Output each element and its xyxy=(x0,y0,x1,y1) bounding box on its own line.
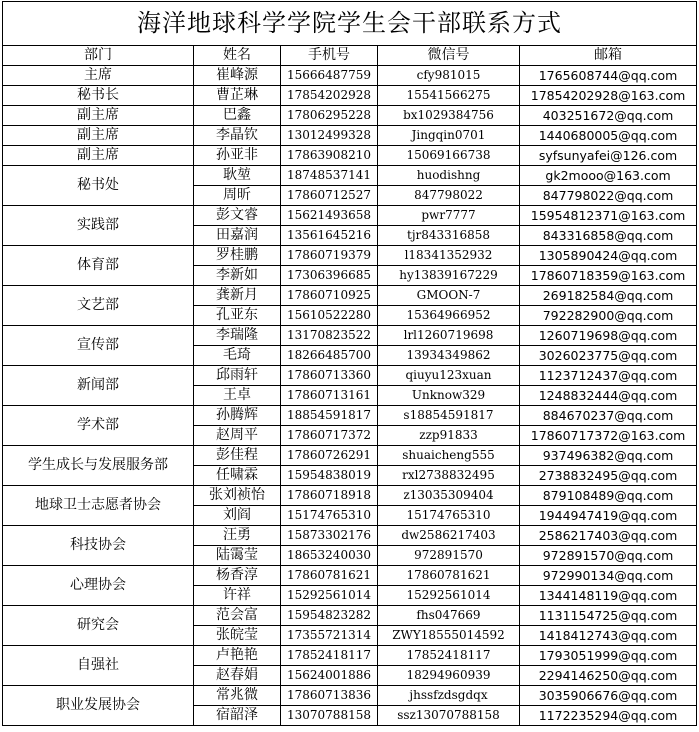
name-cell: 宿韶泽 xyxy=(194,706,281,726)
name-cell: 孔亚东 xyxy=(194,306,281,326)
email-cell: 2586217403@qq.com xyxy=(520,526,697,546)
table-row xyxy=(3,326,697,346)
name-cell: 许祥 xyxy=(194,586,281,606)
email-cell: 3035906676@qq.com xyxy=(520,686,697,706)
email-cell: 1248832444@qq.com xyxy=(520,386,697,406)
wechat-cell: cfy981015 xyxy=(378,66,520,86)
wechat-cell: lrl1260719698 xyxy=(378,326,520,346)
dept-cell: 秘书长 xyxy=(3,86,194,106)
name-cell: 李瑞隆 xyxy=(194,326,281,346)
name-cell: 赵春娟 xyxy=(194,666,281,686)
wechat-cell: fhs047669 xyxy=(378,606,520,626)
wechat-cell: 15541566275 xyxy=(378,86,520,106)
header-name: 姓名 xyxy=(194,46,281,66)
phone-cell: 17860726291 xyxy=(281,446,378,466)
name-cell: 周昕 xyxy=(194,186,281,206)
phone-cell: 13070788158 xyxy=(281,706,378,726)
email-cell: 1131154725@qq.com xyxy=(520,606,697,626)
wechat-cell: 15364966952 xyxy=(378,306,520,326)
name-cell: 王卓 xyxy=(194,386,281,406)
wechat-cell: 17860781621 xyxy=(378,566,520,586)
header-dept: 部门 xyxy=(3,46,194,66)
email-cell: 972990134@qq.com xyxy=(520,566,697,586)
email-cell: 1944947419@qq.com xyxy=(520,506,697,526)
name-cell: 赵周平 xyxy=(194,426,281,446)
header-wechat: 微信号 xyxy=(378,46,520,66)
name-cell: 任啸霖 xyxy=(194,466,281,486)
email-cell: 884670237@qq.com xyxy=(520,406,697,426)
wechat-cell: huodishng xyxy=(378,166,520,186)
name-cell: 孙亚非 xyxy=(194,146,281,166)
email-cell: 17854202928@163.com xyxy=(520,86,697,106)
wechat-cell: dw2586217403 xyxy=(378,526,520,546)
wechat-cell: 847798022 xyxy=(378,186,520,206)
phone-cell: 13561645216 xyxy=(281,226,378,246)
email-cell: 1123712437@qq.com xyxy=(520,366,697,386)
wechat-cell: 15069166738 xyxy=(378,146,520,166)
phone-cell: 17860713360 xyxy=(281,366,378,386)
name-cell: 龚新月 xyxy=(194,286,281,306)
phone-cell: 18266485700 xyxy=(281,346,378,366)
dept-cell: 副主席 xyxy=(3,126,194,146)
phone-cell: 15292561014 xyxy=(281,586,378,606)
table-row xyxy=(3,446,697,466)
dept-cell: 副主席 xyxy=(3,106,194,126)
wechat-cell: 15174765310 xyxy=(378,506,520,526)
phone-cell: 15610522280 xyxy=(281,306,378,326)
table-row xyxy=(3,406,697,426)
phone-cell: 13170823522 xyxy=(281,326,378,346)
table-body xyxy=(3,66,697,726)
phone-cell: 17860710925 xyxy=(281,286,378,306)
table-row xyxy=(3,566,697,586)
wechat-cell: jhssfzdsgdqx xyxy=(378,686,520,706)
email-cell: 1793051999@qq.com xyxy=(520,646,697,666)
table-row xyxy=(3,66,697,86)
wechat-cell: bx1029384756 xyxy=(378,106,520,126)
wechat-cell: shuaicheng555 xyxy=(378,446,520,466)
name-cell: 罗桂鹏 xyxy=(194,246,281,266)
name-cell: 汪勇 xyxy=(194,526,281,546)
phone-cell: 15954823282 xyxy=(281,606,378,626)
dept-cell: 新闻部 xyxy=(3,366,194,406)
wechat-cell: 17852418117 xyxy=(378,646,520,666)
name-cell: 张刘祯怡 xyxy=(194,486,281,506)
email-cell: 937496382@qq.com xyxy=(520,446,697,466)
email-cell: 1418412743@qq.com xyxy=(520,626,697,646)
title-row xyxy=(3,2,697,46)
name-cell: 彭佳程 xyxy=(194,446,281,466)
phone-cell: 15954838019 xyxy=(281,466,378,486)
email-cell: 1344148119@qq.com xyxy=(520,586,697,606)
wechat-cell: zzp91833 xyxy=(378,426,520,446)
phone-cell: 17860712527 xyxy=(281,186,378,206)
phone-cell: 15873302176 xyxy=(281,526,378,546)
wechat-cell: l18341352932 xyxy=(378,246,520,266)
phone-cell: 17852418117 xyxy=(281,646,378,666)
dept-cell: 心理协会 xyxy=(3,566,194,606)
email-cell: 972891570@qq.com xyxy=(520,546,697,566)
name-cell: 范会富 xyxy=(194,606,281,626)
table-row xyxy=(3,246,697,266)
wechat-cell: Unknow329 xyxy=(378,386,520,406)
table-row xyxy=(3,106,697,126)
name-cell: 常兆微 xyxy=(194,686,281,706)
name-cell: 张皖莹 xyxy=(194,626,281,646)
name-cell: 邱雨轩 xyxy=(194,366,281,386)
phone-cell: 17860713161 xyxy=(281,386,378,406)
wechat-cell: 15292561014 xyxy=(378,586,520,606)
dept-cell: 文艺部 xyxy=(3,286,194,326)
header-phone: 手机号 xyxy=(281,46,378,66)
name-cell: 曹芷琳 xyxy=(194,86,281,106)
phone-cell: 17854202928 xyxy=(281,86,378,106)
email-cell: 1305890424@qq.com xyxy=(520,246,697,266)
email-cell: gk2mooo@163.com xyxy=(520,166,697,186)
email-cell: 17860718359@163.com xyxy=(520,266,697,286)
dept-cell: 研究会 xyxy=(3,606,194,646)
email-cell: 15954812371@163.com xyxy=(520,206,697,226)
dept-cell: 学术部 xyxy=(3,406,194,446)
email-cell: 843316858@qq.com xyxy=(520,226,697,246)
email-cell: 403251672@qq.com xyxy=(520,106,697,126)
email-cell: 1172235294@qq.com xyxy=(520,706,697,726)
email-cell: 1765608744@qq.com xyxy=(520,66,697,86)
wechat-cell: pwr7777 xyxy=(378,206,520,226)
wechat-cell: s18854591817 xyxy=(378,406,520,426)
email-cell: 847798022@qq.com xyxy=(520,186,697,206)
name-cell: 李新如 xyxy=(194,266,281,286)
phone-cell: 17860781621 xyxy=(281,566,378,586)
name-cell: 毛琦 xyxy=(194,346,281,366)
phone-cell: 17306396685 xyxy=(281,266,378,286)
phone-cell: 15624001886 xyxy=(281,666,378,686)
dept-cell: 实践部 xyxy=(3,206,194,246)
phone-cell: 13012499328 xyxy=(281,126,378,146)
header-email: 邮箱 xyxy=(520,46,697,66)
table-row xyxy=(3,146,697,166)
wechat-cell: ZWY18555014592 xyxy=(378,626,520,646)
phone-cell: 15174765310 xyxy=(281,506,378,526)
email-cell: 879108489@qq.com xyxy=(520,486,697,506)
phone-cell: 17806295228 xyxy=(281,106,378,126)
header-row xyxy=(3,46,697,66)
table-row xyxy=(3,646,697,666)
table-row xyxy=(3,166,697,186)
name-cell: 陆霭莹 xyxy=(194,546,281,566)
table-row xyxy=(3,486,697,506)
dept-cell: 宣传部 xyxy=(3,326,194,366)
dept-cell: 地球卫士志愿者协会 xyxy=(3,486,194,526)
wechat-cell: 18294960939 xyxy=(378,666,520,686)
table-row xyxy=(3,526,697,546)
email-cell: 2738832495@qq.com xyxy=(520,466,697,486)
email-cell: syfsunyafei@126.com xyxy=(520,146,697,166)
dept-cell: 科技协会 xyxy=(3,526,194,566)
contact-table xyxy=(2,1,697,726)
table-row xyxy=(3,286,697,306)
phone-cell: 17863908210 xyxy=(281,146,378,166)
phone-cell: 17860718918 xyxy=(281,486,378,506)
wechat-cell: ssz13070788158 xyxy=(378,706,520,726)
dept-cell: 学生成长与发展服务部 xyxy=(3,446,194,486)
name-cell: 彭文睿 xyxy=(194,206,281,226)
wechat-cell: tjr843316858 xyxy=(378,226,520,246)
name-cell: 孙腾辉 xyxy=(194,406,281,426)
wechat-cell: 972891570 xyxy=(378,546,520,566)
dept-cell: 副主席 xyxy=(3,146,194,166)
email-cell: 17860717372@163.com xyxy=(520,426,697,446)
table-row xyxy=(3,126,697,146)
dept-cell: 秘书处 xyxy=(3,166,194,206)
phone-cell: 18653240030 xyxy=(281,546,378,566)
email-cell: 3026023775@qq.com xyxy=(520,346,697,366)
table-row xyxy=(3,686,697,706)
sheet-title: 海洋地球科学学院学生会干部联系方式 xyxy=(3,2,697,46)
name-cell: 杨香淳 xyxy=(194,566,281,586)
name-cell: 耿堃 xyxy=(194,166,281,186)
phone-cell: 17860713836 xyxy=(281,686,378,706)
wechat-cell: GMOON-7 xyxy=(378,286,520,306)
dept-cell: 职业发展协会 xyxy=(3,686,194,726)
dept-cell: 主席 xyxy=(3,66,194,86)
email-cell: 792282900@qq.com xyxy=(520,306,697,326)
table-row xyxy=(3,606,697,626)
wechat-cell: z13035309404 xyxy=(378,486,520,506)
wechat-cell: rxl2738832495 xyxy=(378,466,520,486)
phone-cell: 15666487759 xyxy=(281,66,378,86)
dept-cell: 体育部 xyxy=(3,246,194,286)
phone-cell: 17860717372 xyxy=(281,426,378,446)
name-cell: 卢艳艳 xyxy=(194,646,281,666)
phone-cell: 15621493658 xyxy=(281,206,378,226)
name-cell: 巴鑫 xyxy=(194,106,281,126)
email-cell: 1260719698@qq.com xyxy=(520,326,697,346)
email-cell: 2294146250@qq.com xyxy=(520,666,697,686)
wechat-cell: hy13839167229 xyxy=(378,266,520,286)
phone-cell: 18748537141 xyxy=(281,166,378,186)
name-cell: 刘阎 xyxy=(194,506,281,526)
dept-cell: 自强社 xyxy=(3,646,194,686)
phone-cell: 17355721314 xyxy=(281,626,378,646)
wechat-cell: 13934349862 xyxy=(378,346,520,366)
name-cell: 李晶钦 xyxy=(194,126,281,146)
name-cell: 田嘉润 xyxy=(194,226,281,246)
phone-cell: 17860719379 xyxy=(281,246,378,266)
wechat-cell: qiuyu123xuan xyxy=(378,366,520,386)
name-cell: 崔峰源 xyxy=(194,66,281,86)
table-row xyxy=(3,206,697,226)
table-row xyxy=(3,86,697,106)
phone-cell: 18854591817 xyxy=(281,406,378,426)
wechat-cell: Jingqin0701 xyxy=(378,126,520,146)
table-row xyxy=(3,366,697,386)
email-cell: 1440680005@qq.com xyxy=(520,126,697,146)
email-cell: 269182584@qq.com xyxy=(520,286,697,306)
